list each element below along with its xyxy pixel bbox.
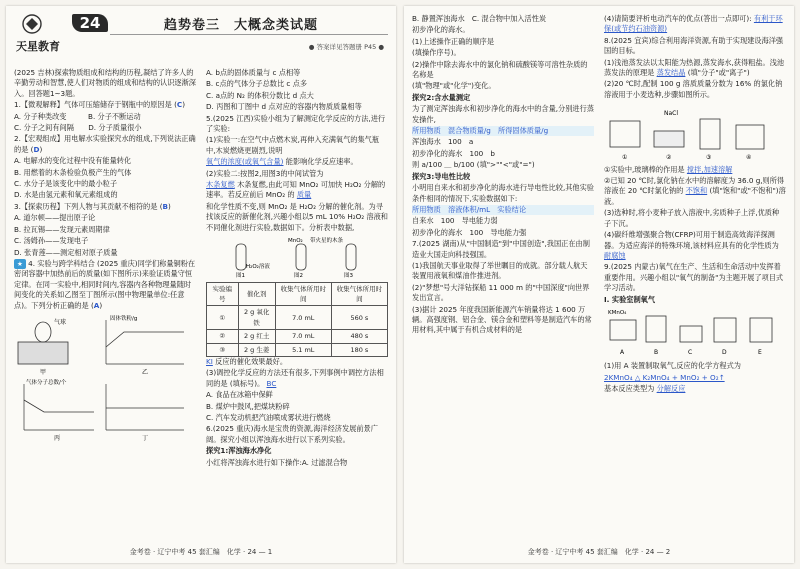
fig-label: 气体分子总数/个: [26, 379, 67, 386]
option: C. a点的 N₂ 的体积分数比 d 点大: [206, 90, 314, 100]
question-5-1: (1)实验一:在空气中点燃木炭,再伸入充满氧气的集气瓶中,木炭燃烧更剧烈,说明: [206, 135, 380, 155]
question-5-3: (3)调控化学反应的方法还有很多,下列事例中调控方法相同的是 (填标号)。 BC: [206, 368, 384, 388]
answer-4: A: [93, 300, 100, 310]
fig-label: B: [654, 348, 659, 356]
fig-label: 带火星的木条: [310, 238, 344, 245]
option: D. 丙图和丁图中 d 点对应的容器内物质质量相等: [206, 102, 362, 112]
question-text: (2)操作中除去海水中的氯化钠和硫酸镁等可溶性杂质的名称是: [412, 59, 588, 80]
fig-label: ②: [666, 154, 672, 162]
question-text: (1)我国航天事业取得了举世瞩目的成就。部分载人航天装置用液氧和煤油作推进剂。: [412, 260, 588, 281]
table-row: 所用物质 溶液体积/mL 实验结论: [412, 205, 594, 215]
answer-1: C: [176, 100, 183, 110]
section-heading: 探究1:浑浊海水净化: [206, 446, 272, 456]
experiment-figures: [14, 312, 194, 442]
fig-label: E: [758, 348, 762, 356]
question-6-text: 小红将浑浊海水进行如下操作:A. 过滤混合物: [206, 457, 348, 467]
fig-label: ③: [706, 154, 712, 162]
fig-label: 图2: [294, 273, 303, 279]
table-row: ③ 2 g 生姜 5.1 mL 180 s: [207, 343, 388, 356]
page-footer: 金考卷 · 辽宁中考 45 套汇编 化学 · 24 — 2: [527, 548, 671, 556]
option: B. 拉瓦锡——发现元素周期律: [14, 224, 110, 234]
option: B. 用燃着的木条检验负极产生的气体: [14, 167, 132, 177]
section-heading: Ⅰ. 实验室制氧气: [604, 294, 656, 304]
fig-label: C: [688, 348, 693, 356]
fig-label: D: [722, 348, 727, 356]
right-page: [404, 6, 794, 563]
table-row: ① 2 g 氧化铁 7.0 mL 560 s: [207, 306, 388, 330]
question-8-2b: ②已知 20 ℃时,氯化钠在水中的溶解度为 36.0 g,则所得溶液在 20 ℃时氯化钠的 不饱和 (填"饱和"或"不饱和")溶液。: [604, 176, 786, 206]
question-8-3: (3)选种时,将小麦种子放入溶液中,劣质种子上浮,优质种子下沉。: [604, 208, 780, 228]
question-1: 1.【微观解释】气体可压缩储存于钢瓶中的原因是 (C): [14, 100, 185, 110]
option: C. 分子之间有间隔 D. 分子质量很小: [14, 123, 142, 133]
question-5-2: (2)实验二:按图2,用图3的中间试管为: [206, 168, 324, 178]
answer-note: ● 答案详见答题册 P45 ●: [308, 43, 384, 51]
page-header: [14, 12, 388, 60]
left-page: [6, 6, 396, 563]
fig-label: 丁: [142, 434, 149, 442]
fig-label: KMnO₄: [608, 309, 627, 316]
fig-label: 甲: [40, 368, 47, 376]
option: C. 汤姆孙——发现电子: [14, 236, 89, 246]
table-header-row: 实验编号 催化剂 收集气体所用时间 收集气体所用时间: [207, 282, 388, 306]
question-4: ★ 4. 实验与跨学科结合 (2025 重庆)同学们称量铜粉在密闭容器中加热前后的质量(如下图所示)来验证质量守恒定律。在同一实验中,相同时间内,容器内各种物理量随时间变化的关系如乙图至丁图所示(图中物理量单位:任意点)。下列分析正确的是 (A): [14, 258, 196, 310]
question-8: 8.(2025 宜宾)综合利用海洋资源,有助于实现建设海洋强国的目标。: [604, 35, 784, 56]
answer-5-2c: KI 反应的催化效果最好。: [206, 356, 288, 366]
fig-label: NaCl: [664, 110, 679, 118]
answer-2: D: [33, 144, 40, 154]
question-7-4: (4)请简要评析电动汽车的优点(答出一点即可): 有利于环保(或节约石油资源): [604, 14, 783, 34]
fig-label: H₂O₂溶液: [246, 264, 270, 271]
left-column-2: [206, 68, 388, 469]
table-row: ② 2 g 红土 7.0 mL 480 s: [207, 330, 388, 343]
option: D. 水是由氢元素和氧元素组成的: [14, 190, 118, 200]
question-text: B. 静置浑浊海水 C. 混合物中加入活性炭: [412, 14, 547, 23]
oxygen-apparatus-figure: [604, 306, 784, 358]
fig-label: A: [620, 348, 625, 356]
question-8-2: (2)20 ℃时,配制 100 g 溶质质量分数为 16% 的氯化钠溶液用于小麦选种,步骤如图所示。: [604, 79, 783, 99]
option: A. 分子种类改变 B. 分子不断运动: [14, 111, 141, 121]
question-text: (3)据计 2025 年度我国新能源汽车销量将达 1 600 万辆。高强度钢、铝合金、镁合金和塑料等是制造汽车的常用材料,其中属于有机合成材料的是: [412, 304, 592, 335]
page-footer: 金考卷 · 辽宁中考 45 套汇编 化学 · 24 — 1: [129, 548, 273, 556]
question-9-1b: 基本反应类型为 分解反应: [604, 384, 686, 394]
option: D. 张青莲——测定相对原子质量: [14, 247, 118, 257]
question-text: 初步净化的海水。: [412, 25, 470, 35]
question-3: 3.【探索历程】下列人物与其贡献不相符的是 (B): [14, 201, 171, 211]
question-7: 7.(2025 湖南)从"中国制造"到"中国创造",我国正在由制造业大国走向科技强国。: [412, 239, 590, 259]
logo-text: 天星教育: [16, 40, 60, 53]
right-column-2: [604, 14, 786, 396]
option: B. c点的气体分子总数比 c 点多: [206, 79, 308, 89]
left-column-1: [14, 68, 196, 445]
question-text: (填"物理"或"化学")变化。: [412, 81, 496, 91]
question-9: 9.(2025 内蒙古)氧气在生产、生活和生命活动中发挥着重要作用。兴趣小组以"氧气的制备"为主题开展了项目式学习活动。: [604, 262, 784, 293]
question-text: (2)"梦想"号大洋钻探船 11 000 m 的"中国深度"向世界发出宣言。: [412, 282, 590, 303]
fig-label: 丙: [54, 434, 61, 442]
question-8-2a: ①实验中,玻璃棒的作用是 搅拌,加速溶解: [604, 164, 733, 174]
question-text: (1)上述操作正确的顺序是: [412, 36, 495, 46]
section-heading: 探究3:导电性比较: [412, 171, 471, 181]
option: A. b点的固体质量与 c 点相等: [206, 68, 301, 77]
answer-5-1: 氧气的浓度(或氧气含量) 能影响化学反应速率。: [206, 157, 358, 167]
answer-3: B: [162, 201, 169, 211]
publisher-logo: [14, 12, 66, 56]
right-column-1: [412, 14, 594, 337]
fig-label: ①: [622, 154, 628, 162]
option: C. 汽车发动机把汽油喷成雾状进行燃烧: [206, 412, 331, 422]
chapter-number: 24: [72, 14, 108, 32]
question-5-2b: 和化学性质不变,则 MnO₂ 是 H₂O₂ 分解的催化剂。为寻找该反应的新催化剂,兴趣小组以5 mL 10% H₂O₂ 溶液和不同催化剂进行实验,数据如下。分析表中数据,: [206, 201, 388, 232]
header-rule: [110, 34, 388, 35]
fig-label: 乙: [142, 368, 149, 376]
table-row: 所用物质 混合物质量/g 所得固体质量/g: [412, 126, 594, 136]
option: A. 道尔顿——提出原子论: [14, 213, 96, 223]
answer-equation: 2KMnO₄ △ K₂MnO₄ + MnO₂ + O₂↑: [604, 372, 725, 382]
fig-label: MnO₂: [288, 238, 303, 245]
question-text: (填操作序号)。: [412, 48, 461, 58]
solution-prep-figure: [604, 101, 784, 161]
table-row: 初步净化的海水 100 导电能力强: [412, 227, 527, 237]
fig-label: 图1: [236, 273, 245, 279]
question-5: 5.(2025 江西)实验小组为了解测定化学反应的方法,进行了实验:: [206, 113, 386, 134]
fig-label: 固体铁粉/g: [110, 315, 138, 322]
question-2: 2.【宏观组成】用电解水实验探究水的组成,下列说法正确的是 (D): [14, 134, 196, 154]
experiment-table: [206, 282, 388, 357]
table-row: 浑浊海水 100 a: [412, 137, 474, 147]
question-text: 为了测定浑浊海水和初步净化的海水中的含量,分别进行蒸发操作,: [412, 104, 594, 124]
answer-5-2: 木条复燃 木条复燃,由此可知 MnO₂ 可加快 H₂O₂ 分解的速率。若反应前后 MnO₂ 的 质量: [206, 180, 386, 200]
question-6: 6.(2025 重庆)海水是宝贵的资源,海洋经济发展前景广阔。探究小组以浑浊海水进行以下系列实验。: [206, 424, 378, 444]
option: B. 煤炉中鼓风,把煤块粉碎: [206, 401, 290, 411]
section-heading: 探究2:含水量测定: [412, 92, 471, 102]
question-text: 则 a/100 ＿ b/100 (填">""<"或"="): [412, 160, 535, 170]
fig-label: 气球: [54, 318, 67, 326]
option: C. 水分子是该变化中的最小粒子: [14, 179, 118, 189]
apparatus-figure: [206, 234, 386, 278]
fig-label: 图3: [344, 273, 353, 279]
option: A. 食品在冰箱中保鲜: [206, 390, 273, 400]
table-row: 自来水 100 导电能力弱: [412, 216, 498, 226]
option: A. 电解水的变化过程中没有能量转化: [14, 156, 132, 166]
question-8-4: (4)碳纤维增强聚合物(CFRP)可用于制造高效海洋探测器。为适应海洋的特殊环境,该材料应具有的化学性质为 耐腐蚀: [604, 230, 779, 260]
intro-text: (2025 吉林)探索物质组成和结构的历程,凝结了许多人的辛勤劳动和智慧,使人们对物质的组成和结构的认识逐渐深入。回答题1~3题。: [14, 68, 196, 98]
question-9-1: (1)用 A 装置制取氧气,反应的化学方程式为: [604, 361, 741, 371]
table-row: 初步净化的海水 100 b: [412, 148, 495, 158]
section-tag-icon: ★: [14, 259, 26, 269]
fig-label: ④: [746, 154, 752, 162]
question-8-1: (1)浅池蒸发法以太阳能为热源,蒸发海水,获得粗盐。浅池蒸发法的原理是 蒸发结晶 (填"分子"或"离子"): [604, 57, 785, 78]
page-title: 趋势卷三 大概念类试题: [164, 18, 319, 33]
question-text: 小明用自来水和初步净化的海水进行导电性比较,其他实验条件相同的情况下,实验数据如下:: [412, 183, 594, 203]
